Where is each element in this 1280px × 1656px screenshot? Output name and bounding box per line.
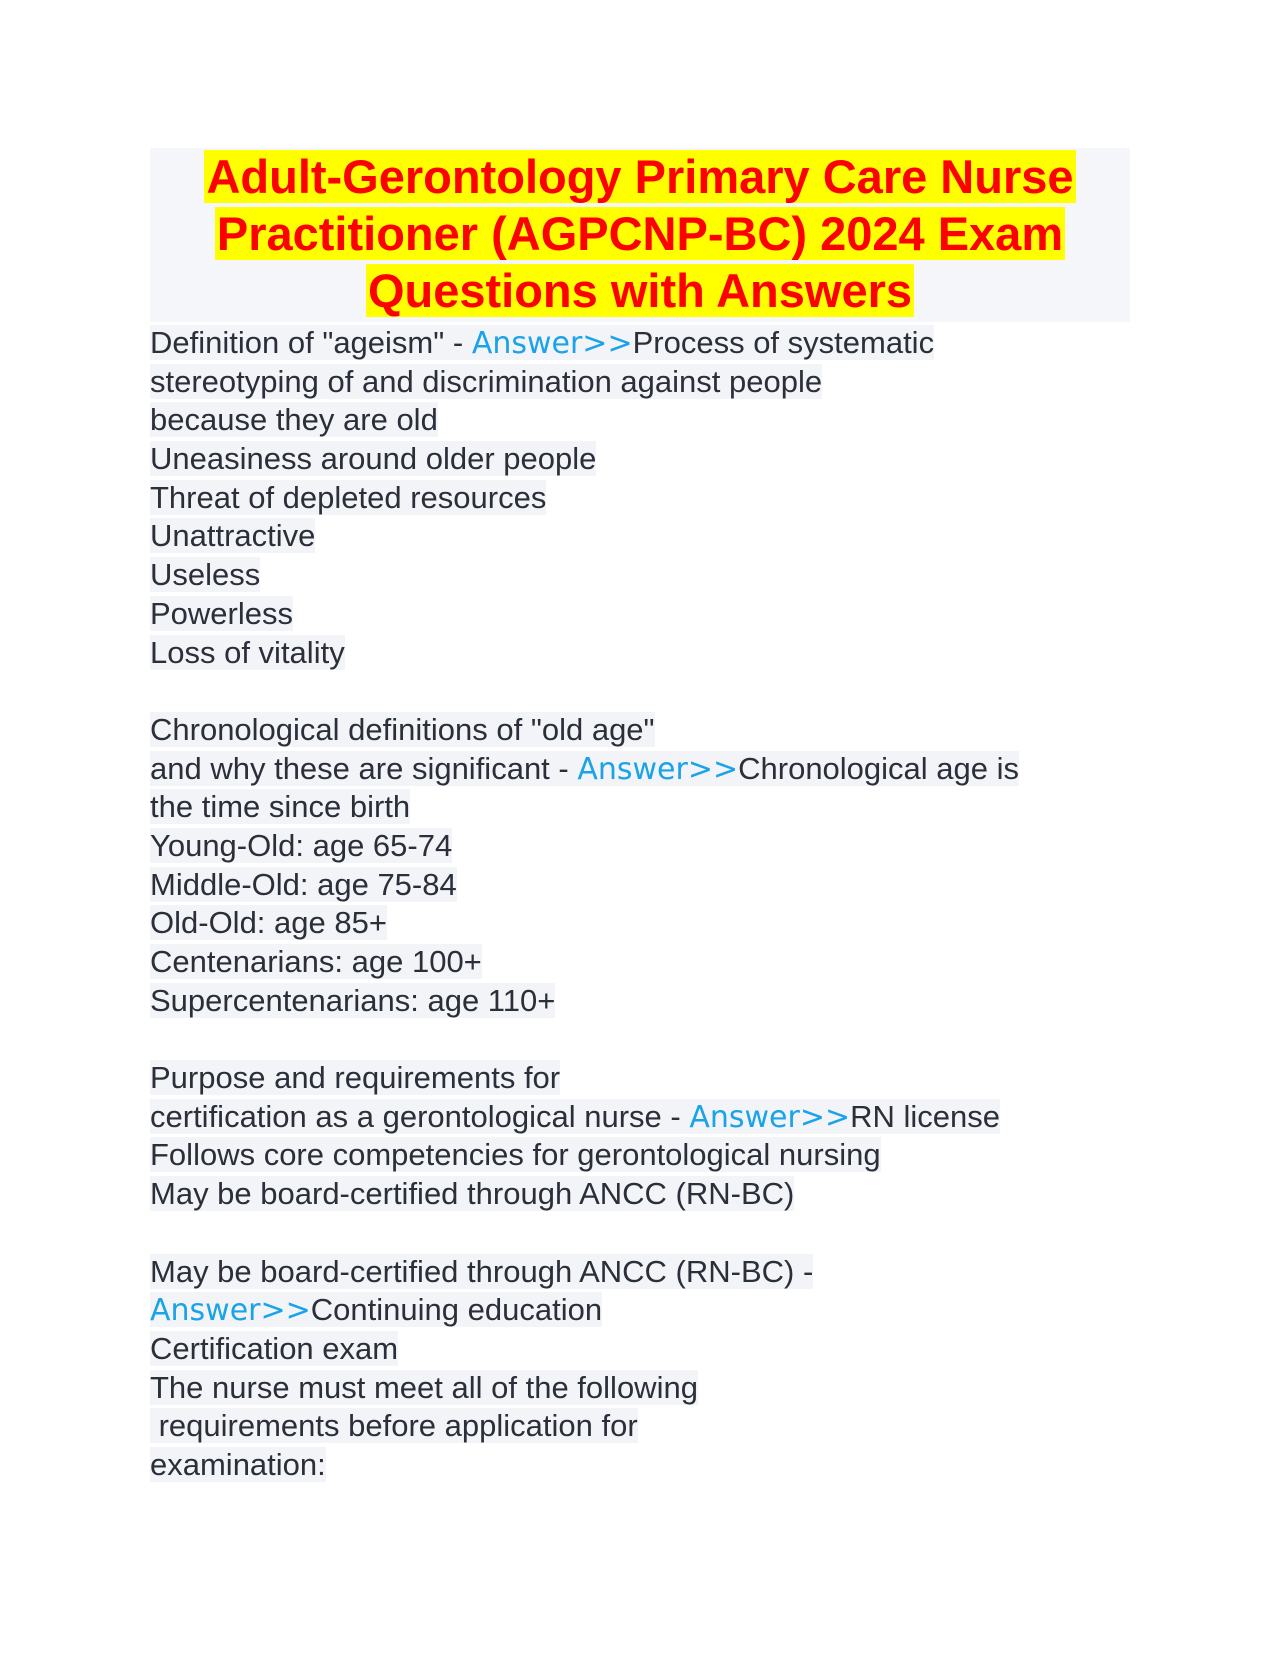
qa-question-line: May be board-certified through ANCC (RN-BC) - <box>150 1253 814 1289</box>
answer-line: Old-Old: age 85+ <box>150 905 387 941</box>
qa-question-line <box>150 1291 1130 1330</box>
answer-line: the time since birth <box>150 789 411 825</box>
qa-question-line: Definition of "ageism" - Answer>>Process of systematic <box>150 325 935 361</box>
answer-line: because they are old <box>150 402 438 438</box>
spacer <box>150 672 1130 711</box>
answer-line: Unattractive <box>150 518 316 554</box>
answer-line: Certification exam <box>150 1330 399 1366</box>
answer-text: Continuing education <box>310 1292 603 1328</box>
answer-line: Centenarians: age 100+ <box>150 944 482 979</box>
qa-question-line: certification as a gerontological nurse - Answer>>RN license <box>150 1098 1001 1135</box>
answer-line: stereotyping of and discrimination against people <box>150 363 823 399</box>
answer-marker: Answer>> <box>577 751 739 787</box>
answer-text: Process of systematic <box>632 325 935 360</box>
answer-line: Middle-Old: age 75-84 <box>150 866 457 902</box>
answer-line: May be board-certified through ANCC (RN-BC) <box>150 1176 795 1212</box>
answer-line: Supercentenarians: age 110+ <box>150 982 556 1018</box>
answer-marker: Answer>> <box>689 1099 851 1135</box>
document-title <box>150 148 1130 322</box>
answer-line: requirements before application for <box>150 1408 638 1444</box>
answer-line: Threat of depleted resources <box>150 479 547 515</box>
spacer <box>150 1214 1130 1253</box>
qa-question-line: and why these are significant - Answer>>Chronological age is <box>150 750 1020 787</box>
answer-line: The nurse must meet all of the following <box>150 1369 698 1405</box>
answer-line: Useless <box>150 557 261 593</box>
answer-line: examination: <box>150 1446 326 1482</box>
answer-marker: Answer>> <box>150 1293 311 1329</box>
answer-marker: Answer>> <box>471 326 633 361</box>
answer-line: Follows core competencies for gerontological nursing <box>150 1137 881 1173</box>
qa-question-line: Chronological definitions of "old age" <box>150 711 655 747</box>
answer-line: Uneasiness around older people <box>150 441 597 477</box>
qa-question-line: Purpose and requirements for <box>150 1060 561 1096</box>
answer-line: Loss of vitality <box>150 634 345 670</box>
spacer <box>150 1020 1130 1059</box>
answer-line: Young-Old: age 65-74 <box>150 827 453 863</box>
title-line-1: Adult-Gerontology Primary Care Nurse <box>206 150 1074 203</box>
answer-text: Chronological age is <box>738 750 1020 786</box>
title-line-2: Practitioner (AGPCNP-BC) 2024 Exam <box>216 207 1064 260</box>
answer-line: Powerless <box>150 595 293 631</box>
title-line-3: Questions with Answers <box>367 264 913 317</box>
qa-content <box>150 324 1130 1485</box>
answer-text: RN license <box>850 1098 1001 1134</box>
